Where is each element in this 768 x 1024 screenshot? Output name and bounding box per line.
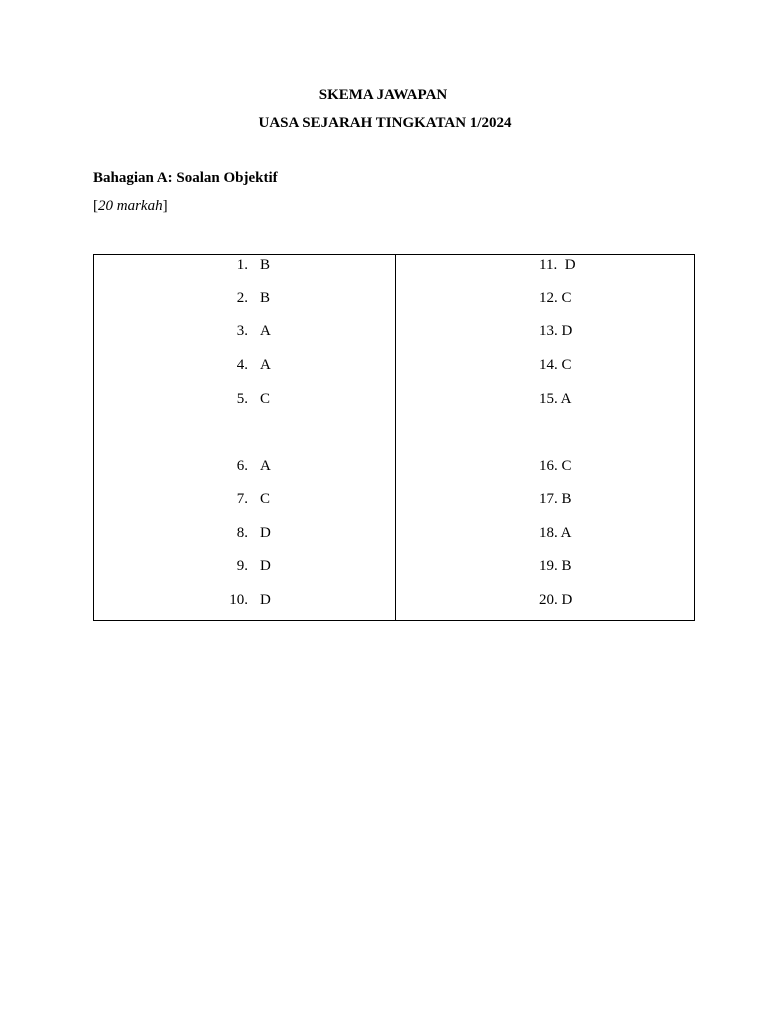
answer-item: 9. D <box>236 558 271 574</box>
table-column-divider <box>395 255 396 620</box>
answer-item: 8. D <box>236 525 271 541</box>
answer-item: 16. C <box>539 458 572 474</box>
answer-item: 4. A <box>236 357 271 373</box>
answer-item: 2. B <box>236 290 271 306</box>
marks-text: 20 markah <box>98 198 163 214</box>
answer-item: 3. A <box>236 323 271 339</box>
marks-bracket-open: [ <box>93 198 98 214</box>
marks-bracket-close: ] <box>162 198 168 214</box>
page-title: SKEMA JAWAPAN <box>318 87 448 103</box>
answer-item: 15. A <box>539 391 572 407</box>
answer-item: 1. B <box>236 257 271 273</box>
page-subtitle: UASA SEJARAH TINGKATAN 1/2024 <box>258 115 512 131</box>
answer-item: 5. C <box>236 391 271 407</box>
answer-table <box>93 254 695 621</box>
answer-item: 20. D <box>539 592 573 608</box>
answer-item: 13. D <box>539 323 573 339</box>
answer-item: 18. A <box>539 525 572 541</box>
answer-item: 17. B <box>539 491 572 507</box>
answer-item: 10. D <box>229 592 271 608</box>
answer-item: 7. C <box>236 491 271 507</box>
answer-item: 19. B <box>539 558 572 574</box>
answer-item: 11. D <box>539 257 576 273</box>
answer-item: 6. A <box>236 458 271 474</box>
answer-item: 14. C <box>539 357 572 373</box>
section-marks <box>93 198 168 215</box>
answer-item: 12. C <box>539 290 572 306</box>
section-heading: Bahagian A: Soalan Objektif <box>93 170 278 186</box>
